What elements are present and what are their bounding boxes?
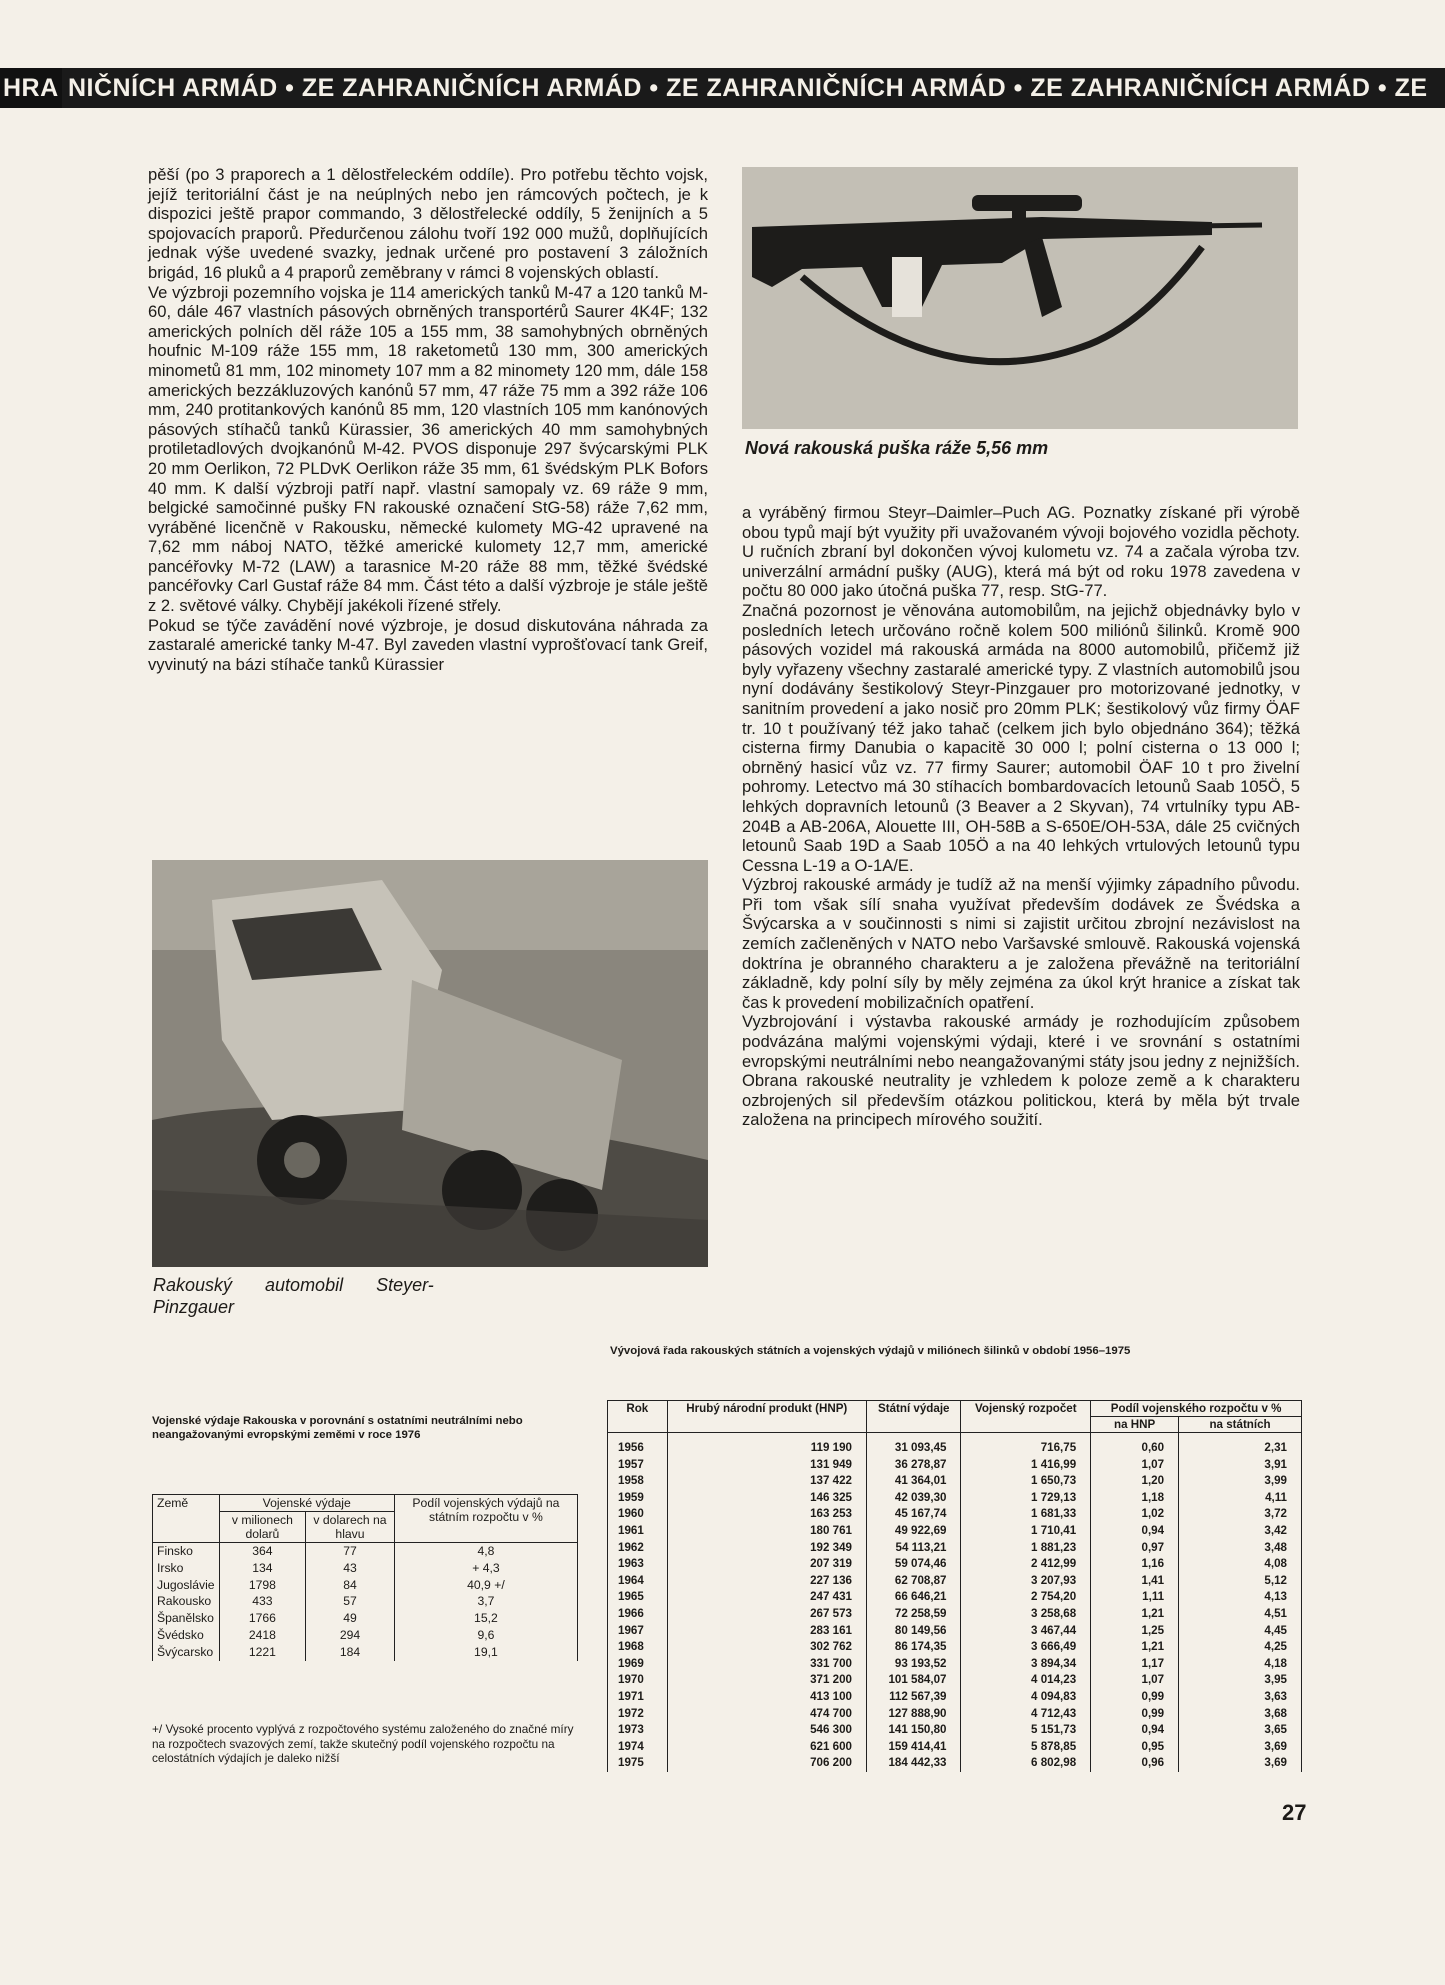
truck-photo — [152, 860, 708, 1267]
t2-cell-military: 1 681,33 — [961, 1506, 1091, 1523]
t2-cell-military: 1 881,23 — [961, 1540, 1091, 1557]
t2-cell-gnp: 137 422 — [667, 1473, 866, 1490]
t2-cell-year: 1973 — [608, 1722, 668, 1739]
t2-cell-share-state: 3,91 — [1179, 1457, 1302, 1474]
t2-cell-military: 1 650,73 — [961, 1473, 1091, 1490]
table-row — [608, 1755, 1302, 1772]
rifle-photo — [742, 167, 1298, 429]
t2-cell-military: 3 666,49 — [961, 1639, 1091, 1656]
section-banner — [0, 68, 1445, 108]
t2-cell-state: 80 149,56 — [867, 1623, 961, 1640]
t2-cell-gnp: 546 300 — [667, 1722, 866, 1739]
t2-cell-year: 1957 — [608, 1457, 668, 1474]
t2-cell-gnp: 621 600 — [667, 1739, 866, 1756]
t2-cell-state: 159 414,41 — [867, 1739, 961, 1756]
t2-cell-share-gnp: 1,17 — [1091, 1656, 1179, 1673]
t2-cell-gnp: 131 949 — [667, 1457, 866, 1474]
truck-caption: Rakouský automobil Steyer-Pinzgauer — [153, 1275, 434, 1317]
t2-cell-military: 3 207,93 — [961, 1573, 1091, 1590]
t1-cell-country: Finsko — [153, 1543, 220, 1560]
t2-cell-state: 42 039,30 — [867, 1490, 961, 1507]
t1-cell-millions: 1766 — [219, 1610, 306, 1627]
page-number: 27 — [1282, 1800, 1307, 1825]
t1-cell-millions: 134 — [219, 1560, 306, 1577]
paragraph: Značná pozornost je věnována automobilům, na jejichž objednávky bylo v posledních letech určováno ročně kolem 500 miliónů šilinků. Kromě 900 pásových vozidel má rakouská armáda na 8000 automobilů, přičemž již byly vyřazeny všechny zastaralé americké typy. Z vlastních automobilů jsou nyní dodávány šestikolový Steyr-Pinzgauer pro motorizované jednotky, v sanitním provedení a jako nosič pro 20mm PLK; šestikolový vůz firmy ÖAF tr. 10 t používaný též jako tahač (celkem jich bylo objednáno 364); těžká cisterna firmy Danubia o kapacitě 30 000 l; polní cisterna o 13 000 l; obrněný hasicí vůz vz. 77 firmy Saurer; automobil ÖAF 10 t pro živelní pohromy. Letectvo má 30 stíhacích bombardovacích letounů Saab 105Ö, 5 lehkých dopravních letounů (3 Beaver a 2 Skyvan), 74 vrtulníky typu AB-204B a AB-206A, Alouette III, OH-58B a S-650E/OH-53A, dále 25 cvičných letounů Saab 19D a Saab 105Ö a na 40 lehkých vrtulových letounů typu Cessna L-19 a O-1A/E. — [742, 600, 1300, 875]
table-row — [608, 1656, 1302, 1673]
t2-cell-year: 1974 — [608, 1739, 668, 1756]
table-row — [608, 1722, 1302, 1739]
t2-cell-state: 93 193,52 — [867, 1656, 961, 1673]
t2-cell-share-state: 3,95 — [1179, 1672, 1302, 1689]
t2-cell-military: 1 416,99 — [961, 1457, 1091, 1474]
t2-cell-gnp: 706 200 — [667, 1755, 866, 1772]
paragraph: a vyráběný firmou Steyr–Daimler–Puch AG. Poznatky získané při výrobě obou typů mají být využity při uvažovaném vývoji bojového vozidla pěchoty. U ručních zbraní byl dokončen vývoj kulometu vz. 74 a začala výroba tzv. univerzální armádní pušky (AUG), která má být od roku 1978 zavedena v počtu 80 000 jako útočná puška 77, resp. StG-77. — [742, 503, 1300, 601]
banner-text: NIČNÍCH ARMÁD • ZE ZAHRANIČNÍCH ARMÁD • ZE ZAHRANIČNÍCH ARMÁD • ZE ZAHRANIČNÍCH ARMÁD • ZE — [68, 74, 1428, 102]
t2-cell-state: 101 584,07 — [867, 1672, 961, 1689]
t2-cell-year: 1972 — [608, 1706, 668, 1723]
t1-cell-share: 9,6 — [394, 1627, 577, 1644]
t2-cell-year: 1963 — [608, 1556, 668, 1573]
t2-cell-share-state: 4,45 — [1179, 1623, 1302, 1640]
t1-cell-country: Jugoslávie — [153, 1577, 220, 1594]
t2-cell-share-state: 4,51 — [1179, 1606, 1302, 1623]
t2-cell-military: 1 710,41 — [961, 1523, 1091, 1540]
t2-cell-state: 66 646,21 — [867, 1589, 961, 1606]
t1-cell-millions: 1798 — [219, 1577, 306, 1594]
t2-cell-state: 72 258,59 — [867, 1606, 961, 1623]
t2-cell-gnp: 267 573 — [667, 1606, 866, 1623]
t1-cell-country: Rakousko — [153, 1593, 220, 1610]
table-row — [608, 1490, 1302, 1507]
t2-cell-gnp: 302 762 — [667, 1639, 866, 1656]
t2-cell-year: 1968 — [608, 1639, 668, 1656]
paragraph: Výzbroj rakouské armády je tudíž až na menší výjimky západního původu. Při tom však sílí snaha využívat především dodávek ze Švédska a Švýcarska a v součinnosti s nimi si zajistit určitou zbrojní nezávislost na zemích začleněných v NATO nebo Varšavské smlouvě. Rakouská vojenská doktrína je obranného charakteru a je založena převážně na teritoriální základně, kdy polní síly by měly zejména za úkol krýt hranice a získat tak čas k provedení mobilizačních opatření. — [742, 875, 1300, 1012]
t2-cell-year: 1958 — [608, 1473, 668, 1490]
t2-cell-military: 3 894,34 — [961, 1656, 1091, 1673]
t1-cell-per-capita: 77 — [306, 1543, 395, 1560]
t2-header-on-state: na státních — [1179, 1417, 1302, 1433]
t1-cell-per-capita: 43 — [306, 1560, 395, 1577]
t1-cell-millions: 364 — [219, 1543, 306, 1560]
t1-cell-per-capita: 49 — [306, 1610, 395, 1627]
t2-cell-state: 54 113,21 — [867, 1540, 961, 1557]
t2-cell-year: 1966 — [608, 1606, 668, 1623]
t2-cell-gnp: 146 325 — [667, 1490, 866, 1507]
t2-cell-year: 1970 — [608, 1672, 668, 1689]
paragraph: pěší (po 3 praporech a 1 dělostřeleckém oddíle). Pro potřebu těchto vojsk, jejíž teritoriální část je na neúplných nebo jen rámcových počtech, je k dispozici ještě prapor commando, 3 dělostřelecké oddíly, 5 ženijních a 5 spojovacích praporů. Předurčenou zálohu tvoří 192 000 mužů, doplňujících jednak výše uvedené svazky, jednak určené pro postavení 3 záložních brigád, 16 pluků a 4 praporů zeměbrany v rámci 8 vojenských oblastí. — [148, 165, 708, 282]
t2-cell-share-gnp: 1,25 — [1091, 1623, 1179, 1640]
table-row — [153, 1560, 578, 1577]
t1-cell-per-capita: 184 — [306, 1644, 395, 1661]
t2-cell-gnp: 119 190 — [667, 1433, 866, 1457]
t2-cell-military: 4 014,23 — [961, 1672, 1091, 1689]
table-row — [608, 1689, 1302, 1706]
t2-cell-gnp: 331 700 — [667, 1656, 866, 1673]
t2-cell-military: 716,75 — [961, 1433, 1091, 1457]
t2-cell-military: 2 412,99 — [961, 1556, 1091, 1573]
t2-cell-gnp: 163 253 — [667, 1506, 866, 1523]
t1-header-country: Země — [153, 1495, 220, 1543]
t2-cell-gnp: 371 200 — [667, 1672, 866, 1689]
table-row — [608, 1433, 1302, 1457]
table-row — [153, 1543, 578, 1560]
paragraph: Ve výzbroji pozemního vojska je 114 amerických tanků M-47 a 120 tanků M-60, dále 467 vlastních pásových obrněných transportérů Saurer 4K4F; 132 amerických polních děl ráže 105 a 155 mm, 38 samohybných obrněných houfnic M-109 ráže 155 mm, 18 raketometů 130 mm, 300 amerických minometů 81 mm, 102 minomety 107 mm a 82 minomety 120 mm, dále 158 amerických bezzákluzových kanónů 57 mm, 47 ráže 75 mm a 392 ráže 106 mm, 240 protitankových kanónů 85 mm, 120 vlastních 105 mm kanónových pásových stíhačů tanků Kürassier, 36 amerických 40 mm samohybných protiletadlových dvojkanónů M-42. PVOS disponuje 297 švýcarskými PLK 20 mm Oerlikon, 72 PLDvK Oerlikon ráže 35 mm, 61 švédským PLK Bofors 40 mm. K další výzbroji patří např. vlastní samopaly vz. 69 ráže 9 mm, belgické samočinné pušky FN rakouské označení StG-58) ráže 7,62 mm, vyráběné licenčně v Rakousku, německé kulomety MG-42 upravené na 7,62 mm náboj NATO, těžké americké kulomety 12,7 mm, americké pancéřovky M-72 (LAW) a tarasnice M-20 ráže 88 mm, těžké švédské pancéřovky Carl Gustaf ráže 84 mm. Část této a další výzbroje je stále ještě z 2. světové války. Chybějí jakékoli řízené střely. — [148, 282, 708, 616]
t2-cell-state: 59 074,46 — [867, 1556, 961, 1573]
t2-cell-share-state: 2,31 — [1179, 1433, 1302, 1457]
t2-cell-share-gnp: 1,07 — [1091, 1672, 1179, 1689]
t2-cell-gnp: 180 761 — [667, 1523, 866, 1540]
t2-cell-share-gnp: 1,16 — [1091, 1556, 1179, 1573]
t2-cell-state: 45 167,74 — [867, 1506, 961, 1523]
t2-cell-year: 1964 — [608, 1573, 668, 1590]
t1-cell-share: 19,1 — [394, 1644, 577, 1661]
table1-title: Vojenské výdaje Rakouska v porovnání s ostatními neutrálními nebo neangažovanými evropskými zeměmi v roce 1976 — [152, 1415, 523, 1441]
t1-header-spending: Vojenské výdaje — [219, 1495, 394, 1512]
rifle-caption: Nová rakouská puška ráže 5,56 mm — [745, 438, 1049, 458]
t1-cell-millions: 1221 — [219, 1644, 306, 1661]
t1-cell-per-capita: 84 — [306, 1577, 395, 1594]
table-row — [608, 1589, 1302, 1606]
table-row — [608, 1473, 1302, 1490]
table-row — [608, 1623, 1302, 1640]
table1-footnote: +/ Vysoké procento vyplývá z rozpočtového systému založeného do značné míry na rozpočtech svazových zemí, takže skutečný podíl vojenského rozpočtu na celostátních výdajích je daleko nižší — [152, 1722, 574, 1766]
table-row — [153, 1577, 578, 1594]
t2-cell-gnp: 247 431 — [667, 1589, 866, 1606]
truck-illustration — [152, 860, 708, 1267]
t2-cell-military: 4 712,43 — [961, 1706, 1091, 1723]
t1-cell-country: Španělsko — [153, 1610, 220, 1627]
t2-cell-gnp: 192 349 — [667, 1540, 866, 1557]
table-row — [608, 1523, 1302, 1540]
t2-cell-share-state: 3,42 — [1179, 1523, 1302, 1540]
t2-cell-state: 184 442,33 — [867, 1755, 961, 1772]
t2-cell-share-gnp: 1,11 — [1091, 1589, 1179, 1606]
table-row — [608, 1540, 1302, 1557]
t1-cell-share: 3,7 — [394, 1593, 577, 1610]
t2-cell-share-gnp: 1,07 — [1091, 1457, 1179, 1474]
t2-cell-state: 127 888,90 — [867, 1706, 961, 1723]
rifle-illustration — [742, 167, 1298, 429]
t1-cell-country: Irsko — [153, 1560, 220, 1577]
t2-cell-share-state: 3,69 — [1179, 1755, 1302, 1772]
t1-cell-share: 15,2 — [394, 1610, 577, 1627]
t2-cell-year: 1959 — [608, 1490, 668, 1507]
paragraph: Vyzbrojování i výstavba rakouské armády je rozhodujícím způsobem podvázána malými vojenskými výdaji, které i ve srovnání s ostatními evropskými neutrálními nebo neangažovanými státy jsou jedny z nejnižších. Obrana rakouské neutrality je vzhledem k poloze země a k charakteru ozbrojených sil především otázkou politickou, která by měla být trvale založena na principech mírového soužití. — [742, 1012, 1300, 1130]
t2-cell-state: 41 364,01 — [867, 1473, 961, 1490]
t2-cell-year: 1969 — [608, 1656, 668, 1673]
t2-header-on-gnp: na HNP — [1091, 1417, 1179, 1433]
t2-cell-share-gnp: 0,96 — [1091, 1755, 1179, 1772]
t2-cell-military: 3 467,44 — [961, 1623, 1091, 1640]
t1-header-per-capita: v dolarech na hlavu — [306, 1512, 395, 1543]
t2-cell-share-gnp: 0,95 — [1091, 1739, 1179, 1756]
t2-cell-year: 1965 — [608, 1589, 668, 1606]
table-row — [608, 1573, 1302, 1590]
t2-cell-year: 1967 — [608, 1623, 668, 1640]
table-austrian-spending — [607, 1400, 1302, 1772]
table-row — [608, 1706, 1302, 1723]
t2-cell-military: 3 258,68 — [961, 1606, 1091, 1623]
t2-cell-share-state: 3,63 — [1179, 1689, 1302, 1706]
t2-cell-share-gnp: 1,21 — [1091, 1606, 1179, 1623]
t1-cell-share: + 4,3 — [394, 1560, 577, 1577]
t2-cell-share-gnp: 1,18 — [1091, 1490, 1179, 1507]
t1-cell-per-capita: 57 — [306, 1593, 395, 1610]
t2-cell-gnp: 227 136 — [667, 1573, 866, 1590]
t2-cell-share-state: 3,68 — [1179, 1706, 1302, 1723]
t2-cell-share-state: 3,99 — [1179, 1473, 1302, 1490]
t2-cell-military: 4 094,83 — [961, 1689, 1091, 1706]
t2-cell-share-gnp: 0,94 — [1091, 1722, 1179, 1739]
table-row — [608, 1606, 1302, 1623]
t2-cell-share-gnp: 1,20 — [1091, 1473, 1179, 1490]
t2-cell-state: 86 174,35 — [867, 1639, 961, 1656]
t1-cell-country: Švýcarsko — [153, 1644, 220, 1661]
table-row — [153, 1610, 578, 1627]
t2-cell-share-gnp: 0,60 — [1091, 1433, 1179, 1457]
t2-cell-share-state: 4,08 — [1179, 1556, 1302, 1573]
t2-cell-share-state: 3,48 — [1179, 1540, 1302, 1557]
paragraph: Pokud se týče zavádění nové výzbroje, je dosud diskutována náhrada za zastaralé americké tanky M-47. Byl zaveden vlastní vyprošťovací tank Greif, vyvinutý na bázi stíhače tanků Kürassier — [148, 615, 708, 674]
t2-header-gnp: Hrubý národní produkt (HNP) — [667, 1401, 866, 1433]
t2-cell-share-gnp: 0,97 — [1091, 1540, 1179, 1557]
t1-header-share: Podíl vojenských výdajů na státním rozpočtu v % — [394, 1495, 577, 1543]
t1-body — [153, 1543, 578, 1661]
t2-cell-state: 141 150,80 — [867, 1722, 961, 1739]
t2-cell-military: 1 729,13 — [961, 1490, 1091, 1507]
t2-cell-gnp: 207 319 — [667, 1556, 866, 1573]
t2-body — [608, 1433, 1302, 1772]
table-row — [153, 1593, 578, 1610]
t2-cell-gnp: 283 161 — [667, 1623, 866, 1640]
t2-cell-share-gnp: 0,94 — [1091, 1523, 1179, 1540]
t2-cell-share-state: 4,13 — [1179, 1589, 1302, 1606]
table-row — [608, 1672, 1302, 1689]
t1-header-millions: v milionech dolarů — [219, 1512, 306, 1543]
t2-cell-year: 1960 — [608, 1506, 668, 1523]
table-row — [608, 1457, 1302, 1474]
table-row — [608, 1639, 1302, 1656]
t2-cell-military: 5 151,73 — [961, 1722, 1091, 1739]
table-row — [608, 1556, 1302, 1573]
table-row — [153, 1644, 578, 1661]
t2-cell-military: 2 754,20 — [961, 1589, 1091, 1606]
t2-cell-share-gnp: 1,21 — [1091, 1639, 1179, 1656]
t2-cell-share-gnp: 1,41 — [1091, 1573, 1179, 1590]
t2-cell-military: 6 802,98 — [961, 1755, 1091, 1772]
t2-cell-share-state: 4,25 — [1179, 1639, 1302, 1656]
table-neutral-spending — [152, 1494, 578, 1661]
t2-cell-year: 1956 — [608, 1433, 668, 1457]
t2-cell-state: 31 093,45 — [867, 1433, 961, 1457]
table2-title: Vývojová řada rakouských státních a vojenských výdajů v miliónech šilinků v období 1956–1975 — [610, 1345, 1131, 1357]
t1-cell-share: 4,8 — [394, 1543, 577, 1560]
right-column-text — [742, 503, 1300, 1130]
t2-cell-gnp: 474 700 — [667, 1706, 866, 1723]
t2-cell-share-gnp: 1,02 — [1091, 1506, 1179, 1523]
table-row — [153, 1627, 578, 1644]
t2-cell-share-state: 5,12 — [1179, 1573, 1302, 1590]
t1-cell-millions: 433 — [219, 1593, 306, 1610]
t2-cell-share-gnp: 0,99 — [1091, 1706, 1179, 1723]
left-column-text — [148, 165, 708, 674]
t2-header-share: Podíl vojenského rozpočtu v % — [1091, 1401, 1302, 1417]
t2-cell-gnp: 413 100 — [667, 1689, 866, 1706]
t2-cell-share-state: 3,69 — [1179, 1739, 1302, 1756]
t2-cell-military: 5 878,85 — [961, 1739, 1091, 1756]
t2-header-state: Státní výdaje — [867, 1401, 961, 1433]
t2-cell-share-state: 3,72 — [1179, 1506, 1302, 1523]
t1-cell-millions: 2418 — [219, 1627, 306, 1644]
table-row — [608, 1739, 1302, 1756]
t2-cell-share-state: 3,65 — [1179, 1722, 1302, 1739]
t2-cell-share-state: 4,18 — [1179, 1656, 1302, 1673]
t2-cell-year: 1971 — [608, 1689, 668, 1706]
t2-header-military: Vojenský rozpočet — [961, 1401, 1091, 1433]
t2-cell-state: 62 708,87 — [867, 1573, 961, 1590]
t1-cell-country: Švédsko — [153, 1627, 220, 1644]
t1-cell-per-capita: 294 — [306, 1627, 395, 1644]
t2-cell-share-gnp: 0,99 — [1091, 1689, 1179, 1706]
t2-cell-state: 112 567,39 — [867, 1689, 961, 1706]
t2-cell-state: 49 922,69 — [867, 1523, 961, 1540]
t2-cell-share-state: 4,11 — [1179, 1490, 1302, 1507]
t1-cell-share: 40,9 +/ — [394, 1577, 577, 1594]
t2-cell-year: 1962 — [608, 1540, 668, 1557]
table-row — [608, 1506, 1302, 1523]
t2-cell-year: 1961 — [608, 1523, 668, 1540]
t2-cell-state: 36 278,87 — [867, 1457, 961, 1474]
t2-header-year: Rok — [608, 1401, 668, 1433]
banner-tab: HRA — [0, 68, 62, 108]
t2-cell-year: 1975 — [608, 1755, 668, 1772]
